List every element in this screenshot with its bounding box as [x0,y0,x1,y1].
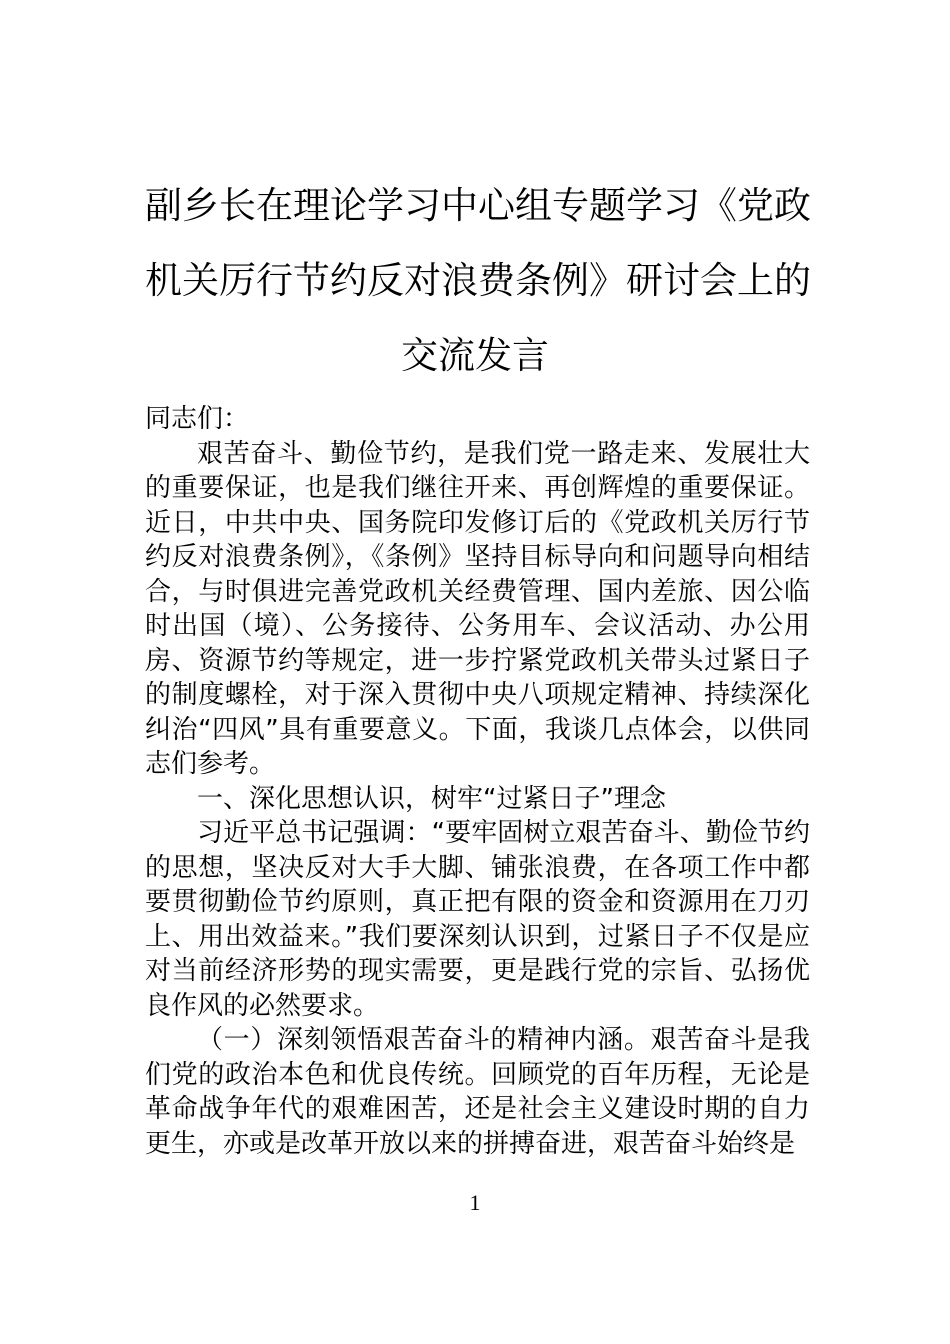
paragraph-quote: 习近平总书记强调：“要牢固树立艰苦奋斗、勤俭节约的思想，坚决反对大手大脚、铺张浪费，在各项工作中都要贯彻勤俭节约原则，真正把有限的资金和资源用在刀刃上、用出效益来。”我们要深刻认识到，过紧日子不仅是应对当前经济形势的现实需要，更是践行党的宗旨、弘扬优良作风的必然要求。 [145,818,810,1021]
section-heading-1: 一、深化思想认识，树牢“过紧日子”理念 [197,783,666,814]
salutation: 同志们： [145,404,250,434]
title-line-3: 交流发言 [401,334,549,377]
title-line-2: 机关厉行节约反对浪费条例》研讨会上的 [145,259,811,302]
document-title [145,168,811,393]
page-number: 1 [469,1190,481,1215]
title-line-1: 副乡长在理论学习中心组专题学习《党政 [145,184,811,227]
paragraph-subsection-1: （一）深刻领悟艰苦奋斗的精神内涵。艰苦奋斗是我们党的政治本色和优良传统。回顾党的百年历程，无论是革命战争年代的艰难困苦，还是社会主义建设时期的自力更生，亦或是改革开放以来的拼搏奋进，艰苦奋斗始终是 [145,1025,810,1159]
document-body [145,402,810,1161]
paragraph-intro: 艰苦奋斗、勤俭节约，是我们党一路走来、发展壮大的重要保证，也是我们继往开来、再创辉煌的重要保证。近日，中共中央、国务院印发修订后的《党政机关厉行节约反对浪费条例》，《条例》坚持目标导向和问题导向相结合，与时俱进完善党政机关经费管理、国内差旅、因公临时出国（境）、公务接待、公务用车、会议活动、办公用房、资源节约等规定，进一步拧紧党政机关带头过紧日子的制度螺栓，对于深入贯彻中央八项规定精神、持续深化纠治“四风”具有重要意义。下面，我谈几点体会，以供同志们参考。 [145,438,810,779]
